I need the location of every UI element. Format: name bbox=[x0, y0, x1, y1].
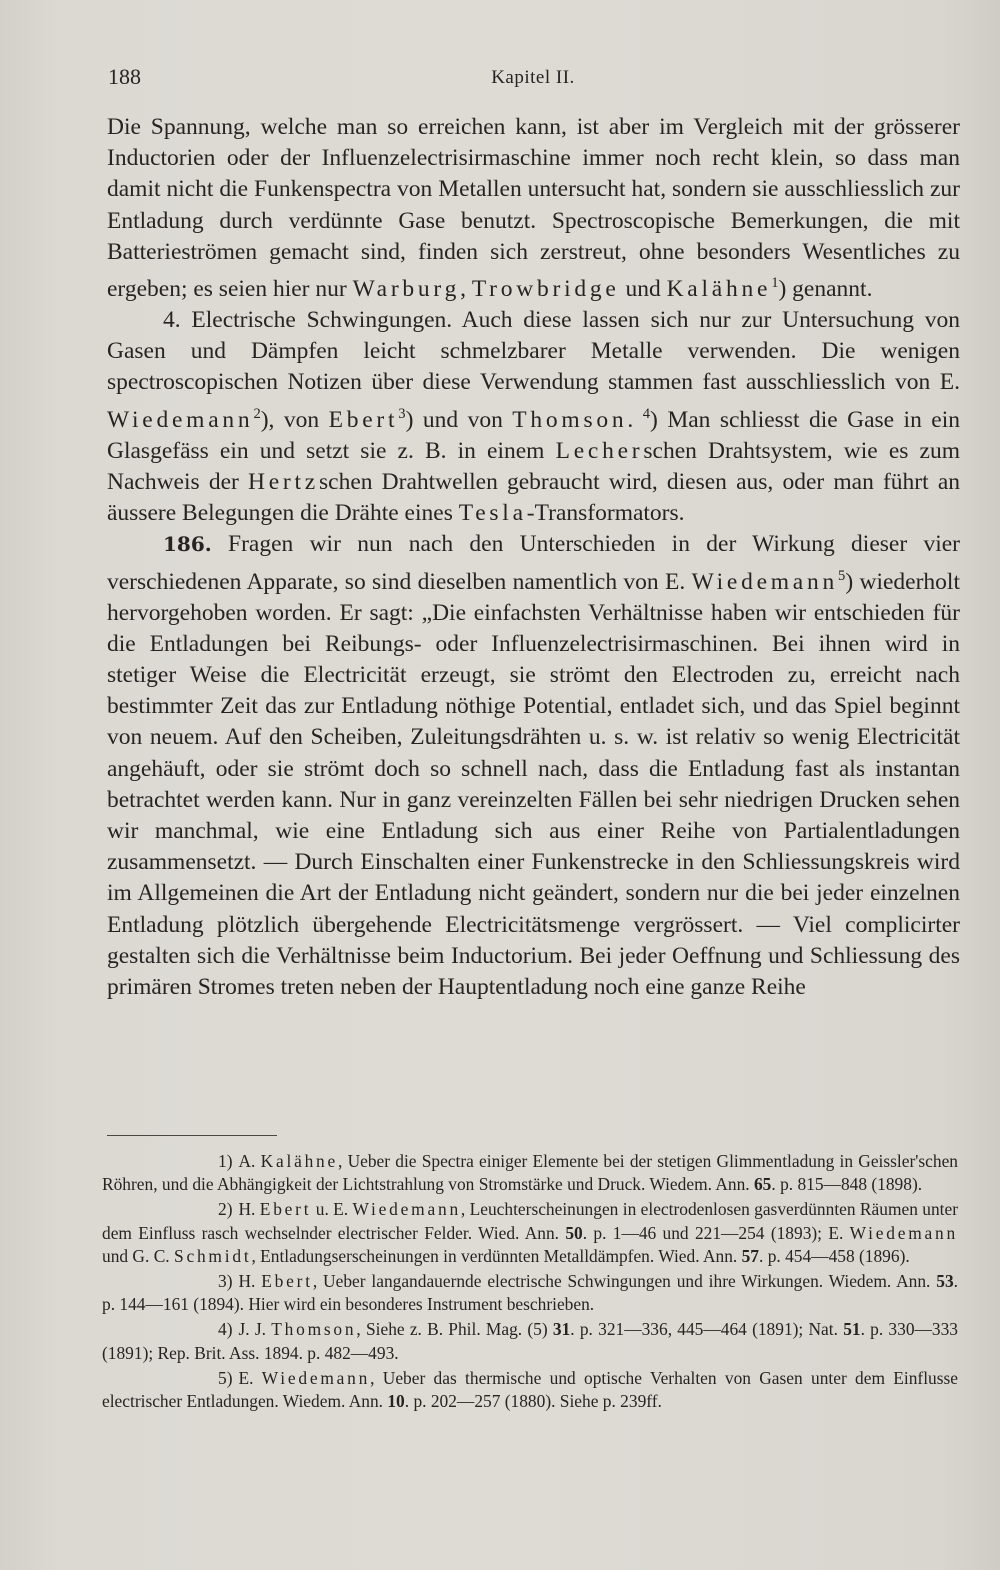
footnote-marker: 5) bbox=[218, 1367, 233, 1388]
text-run: u. E. bbox=[311, 1199, 353, 1220]
footnote-marker: 3) bbox=[218, 1271, 233, 1292]
text-run: , Leuchterscheinungen in electrodenlosen gasverdünnten Räumen unter dem Einfluss rasch wechselnder electrischer Felder. Wied. Ann. bbox=[102, 1199, 958, 1243]
text-run: und G. C. bbox=[102, 1245, 174, 1266]
author-name: Warburg bbox=[352, 275, 461, 302]
author-name: Ebert bbox=[328, 406, 399, 433]
author-name: Schmidt bbox=[173, 1245, 252, 1266]
volume-number: 65 bbox=[753, 1174, 772, 1195]
footnote-reference: 4 bbox=[642, 405, 651, 422]
text-run: . bbox=[627, 406, 643, 433]
footnote bbox=[102, 1367, 958, 1413]
text-run: , Entladungserscheinungen in verdünnten Metalldämpfen. Wied. Ann. bbox=[251, 1245, 742, 1266]
footnote bbox=[102, 1270, 958, 1316]
author-name: Hertz bbox=[248, 468, 319, 495]
text-run: ) und von bbox=[405, 406, 513, 433]
author-name: Trowbridge bbox=[471, 275, 620, 302]
author-name: Thomson bbox=[512, 406, 628, 433]
text-run: E. bbox=[238, 1367, 262, 1388]
text-run: ) Man schliesst die Gase in ein Glasgefäss ein und setzt sie z. B. in einem bbox=[107, 406, 961, 464]
author-name: Lecher bbox=[555, 437, 644, 464]
footnote bbox=[102, 1318, 958, 1364]
text-run: . p. 1—46 und 221—254 (1893); E. bbox=[582, 1222, 850, 1243]
body-paragraph bbox=[107, 112, 960, 305]
text-run: ), von bbox=[260, 406, 329, 433]
author-name: Thomson bbox=[271, 1319, 357, 1340]
text-run: , Ueber langandauernde electrische Schwingungen und ihre Wirkungen. Wiedem. Ann. bbox=[312, 1271, 937, 1292]
running-head: Kapitel II. bbox=[491, 67, 575, 88]
text-run: ) wiederholt hervorgehoben worden. Er sagt: „Die einfachsten Verhältnisse haben wir entschieden für die Entladungen bei Reibungs- oder Influenzelectrisirmaschinen. Bei ihnen wird in stetiger Weise die Electricität erzeugt, sie strömt den Electroden zu, erreicht nach bestimmter Zeit das zur Entladung nöthige Potential, entladet sich, und das Spiel beginnt von neuem. Auf den Scheiben, Zuleitungsdrähten u. s. w. ist relativ so wenig Electricität angehäuft, oder sie strömt doch so schnell nach, dass die Entladung fast als instantan betrachtet werden kann. Nur in ganz vereinzelten Fällen bei sehr niedrigen Drucken sehen wir manchmal, wie eine Entladung sich aus einer Reihe von Partialentladungen zusammensetzt. — Durch Einschalten einer Funkenstrecke in den Schliessungskreis wird im Allgemeinen die Art der Entladung nicht geändert, sondern nur die bei jeder einzelnen Entladung plötzlich übergehende Electricitätsmenge vergrössert. — Viel complicirter gestalten sich die Verhältnisse beim Inductorium. Bei jeder Oeffnung und Schliessung des primären Stromes treten neben der Hauptentladung noch eine ganze Reihe bbox=[107, 568, 960, 1000]
volume-number: 57 bbox=[741, 1245, 759, 1266]
author-name: Ebert bbox=[261, 1271, 313, 1292]
footnote-separator bbox=[107, 1135, 277, 1136]
text-run: Fragen wir nun nach den Unterschieden in der Wirkung dieser vier verschiedenen Apparate, so sind dieselben namentlich von E. bbox=[107, 531, 960, 595]
text-run: H. bbox=[238, 1199, 260, 1220]
author-name: Wiedemann bbox=[261, 1367, 371, 1388]
text-run: . p. 454—458 (1896). bbox=[759, 1245, 910, 1266]
volume-number: 53 bbox=[936, 1271, 954, 1292]
volume-number: 31 bbox=[552, 1319, 571, 1340]
author-name: Tesla bbox=[458, 500, 527, 527]
text-run: . p. 321—336, 445—464 (1891); Nat. bbox=[570, 1319, 844, 1340]
footnote-marker: 4) bbox=[218, 1319, 233, 1340]
text-run: Die Spannung, welche man so erreichen kann, ist aber im Vergleich mit der grösserer Inductorien oder der Influenzelectrisirmaschine immer noch recht klein, so dass man damit nicht die Funkenspectra von Metallen untersucht hat, sondern sie ausschliesslich zur Entladung durch verdünnte Gase benutzt. Spectroscopische Bemerkungen, die mit Batterieströmen gemacht sind, finden sich zerstreut, ohne besonders Wesentliches zu ergeben; es seien hier nur bbox=[107, 114, 960, 302]
text-run: J. J. bbox=[238, 1319, 272, 1340]
footnote-reference: 3 bbox=[398, 405, 406, 422]
volume-number: 50 bbox=[565, 1222, 583, 1243]
author-name: Wiedemann bbox=[352, 1199, 461, 1220]
author-name: Wiedemann bbox=[107, 406, 254, 433]
footnotes bbox=[102, 1150, 958, 1415]
body-paragraph bbox=[107, 529, 960, 1003]
author-name: Wiedemann bbox=[691, 568, 839, 595]
text-run: schen Drahtwellen gebraucht wird, diesen aus, oder man führt an äussere Belegungen die Drähte eines bbox=[107, 468, 961, 527]
author-name: Kalähne bbox=[666, 275, 772, 302]
author-name: Ebert bbox=[259, 1199, 312, 1220]
author-name: Kalähne bbox=[260, 1151, 339, 1171]
text-run: H. bbox=[238, 1271, 262, 1292]
volume-number: 51 bbox=[843, 1319, 861, 1340]
page-header bbox=[108, 64, 958, 98]
text-run: 4. Electrische Schwingungen. Auch diese lassen sich nur zur Untersuchung von Gasen und Dämpfen leicht schmelzbarer Metalle verwenden. Die wenigen spectroscopischen Notizen über diese Verwendung stammen fast ausschliesslich von E. bbox=[107, 307, 960, 396]
footnote bbox=[102, 1150, 958, 1196]
footnote-reference: 2 bbox=[253, 405, 261, 422]
text-run: . p. 202—257 (1880). Siehe p. 239ff. bbox=[404, 1391, 662, 1412]
page-number: 188 bbox=[108, 64, 141, 89]
text-run: A. bbox=[238, 1151, 261, 1171]
body-paragraph bbox=[107, 305, 960, 529]
footnote bbox=[102, 1198, 958, 1268]
footnote-reference: 5 bbox=[838, 567, 846, 584]
footnote-reference: 1 bbox=[771, 275, 779, 292]
text-run: , bbox=[460, 275, 472, 302]
text-run: . p. 330—333 (1891); Rep. Brit. Ass. 1894. p. 482—493. bbox=[102, 1319, 958, 1363]
text-run: -Transformators. bbox=[526, 500, 685, 527]
text-run: , Siehe z. B. Phil. Mag. (5) bbox=[356, 1319, 553, 1340]
body-text bbox=[107, 112, 960, 1003]
text-run: . p. 815—848 (1898). bbox=[771, 1174, 923, 1195]
volume-number: 10 bbox=[387, 1391, 405, 1412]
footnote-marker: 2) bbox=[218, 1199, 233, 1220]
footnote-marker: 1) bbox=[218, 1151, 233, 1171]
text-run: ) genannt. bbox=[778, 275, 873, 302]
text-run: schen Drahtsystem, wie es zum Nachweis der bbox=[107, 437, 960, 495]
text-run: , Ueber das thermische und optische Verhalten von Gasen unter dem Einflusse electrischer Entladungen. Wiedem. Ann. bbox=[102, 1367, 958, 1412]
text-run: . p. 144—161 (1894). Hier wird ein besonderes Instrument beschrieben. bbox=[102, 1271, 958, 1315]
text-run: und bbox=[619, 275, 667, 302]
author-name: Wiedemann bbox=[849, 1222, 958, 1243]
text-run: , Ueber die Spectra einiger Elemente bei der stetigen Glimmentladung in Geissler'schen Röhren, und die Abhängigkeit der Lichtstrahlung von Stromstärke und Druck. Wiedem. Ann. bbox=[102, 1151, 958, 1195]
section-number: 186. bbox=[163, 532, 212, 557]
